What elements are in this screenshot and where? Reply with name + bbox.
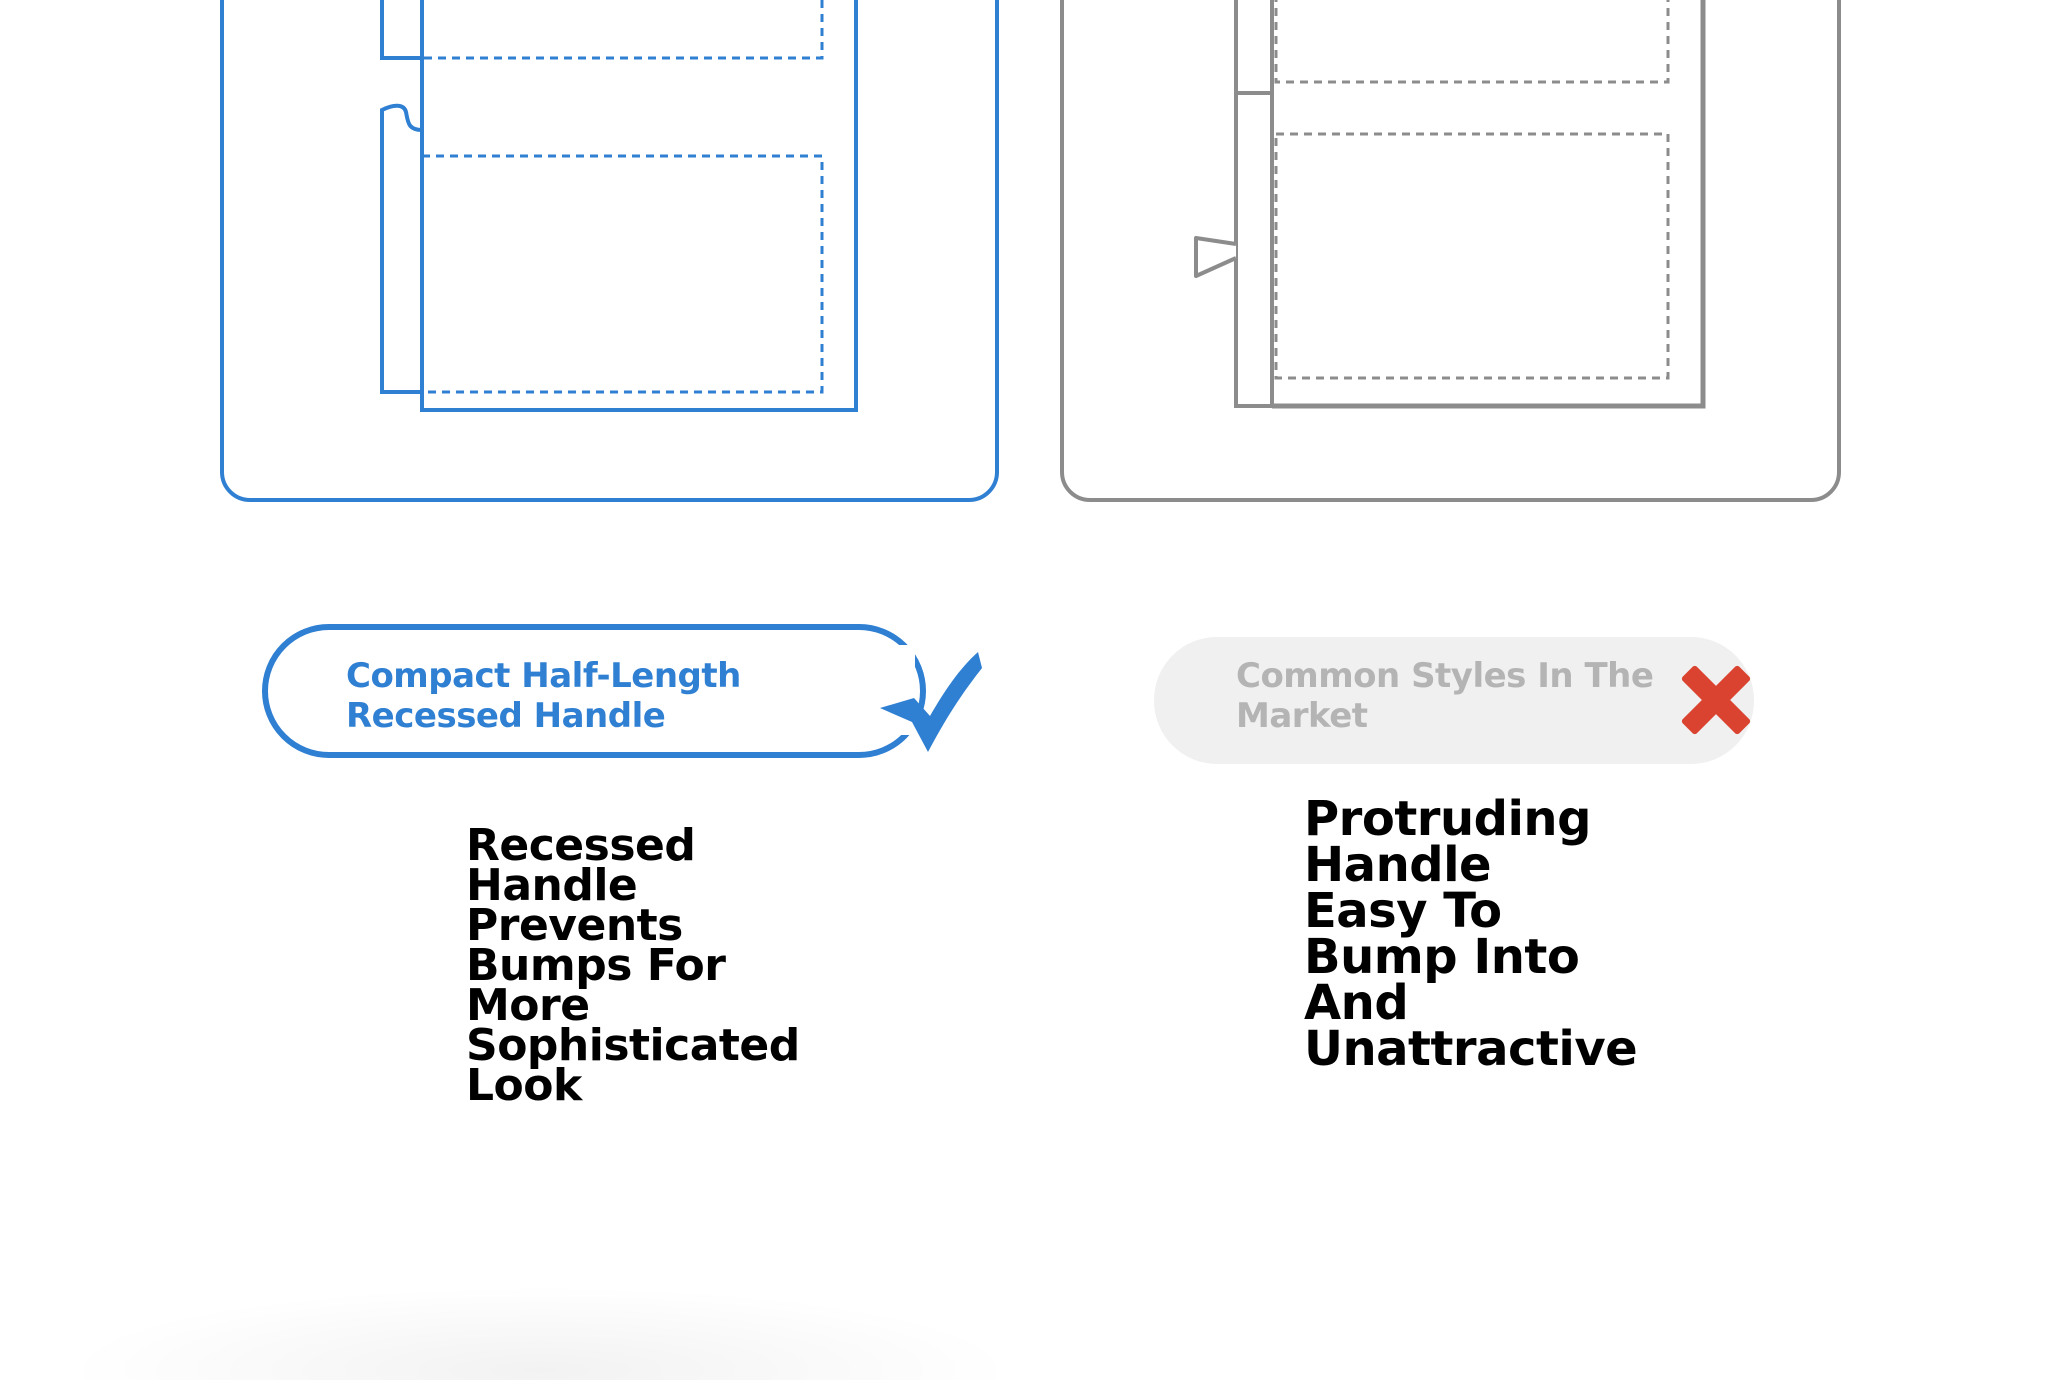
right-panel-frame [1062,0,1839,500]
upper-card-pocket-gray [1276,0,1668,82]
recessed-handle [382,106,422,392]
lower-card-pocket-gray [1276,134,1668,378]
bad-label-line: Market [1236,696,1368,736]
good-label-line: Recessed Handle [346,696,666,736]
good-description-line: Handle [466,860,638,911]
bad-description-line: Handle [1304,837,1492,893]
binder-body-outline-gray [1272,0,1703,406]
upper-handle-bracket [382,0,422,58]
binder-body-outline [422,0,856,410]
bad-description-line: Bump Into [1304,929,1580,985]
left-panel-frame [222,0,997,500]
protruding-handle [1196,238,1236,276]
recessed-handle-illustration [222,0,997,500]
bad-description-line: And [1304,975,1409,1031]
bad-description [1304,791,1638,1077]
good-label-line: Compact Half-Length [346,656,741,696]
protruding-handle-illustration [1062,0,1839,500]
bad-label-text [1236,656,1653,736]
good-description-line: More [466,980,590,1031]
bottom-shadow [60,1285,1020,1380]
good-description-line: Recessed [466,820,696,871]
good-label-text [346,656,741,736]
lower-card-pocket [422,156,822,392]
bad-description-line: Unattractive [1304,1021,1638,1077]
binder-spine [1236,0,1272,406]
good-description-line: Bumps For [466,940,726,991]
good-description-line: Prevents [466,900,683,951]
good-description-line: Look [466,1060,582,1111]
good-description-line: Sophisticated [466,1020,800,1071]
bad-label-line: Common Styles In The [1236,656,1654,696]
bad-description-line: Protruding [1304,791,1591,847]
bad-description-line: Easy To [1304,883,1502,939]
upper-card-pocket [422,0,822,58]
good-description [466,820,800,1111]
